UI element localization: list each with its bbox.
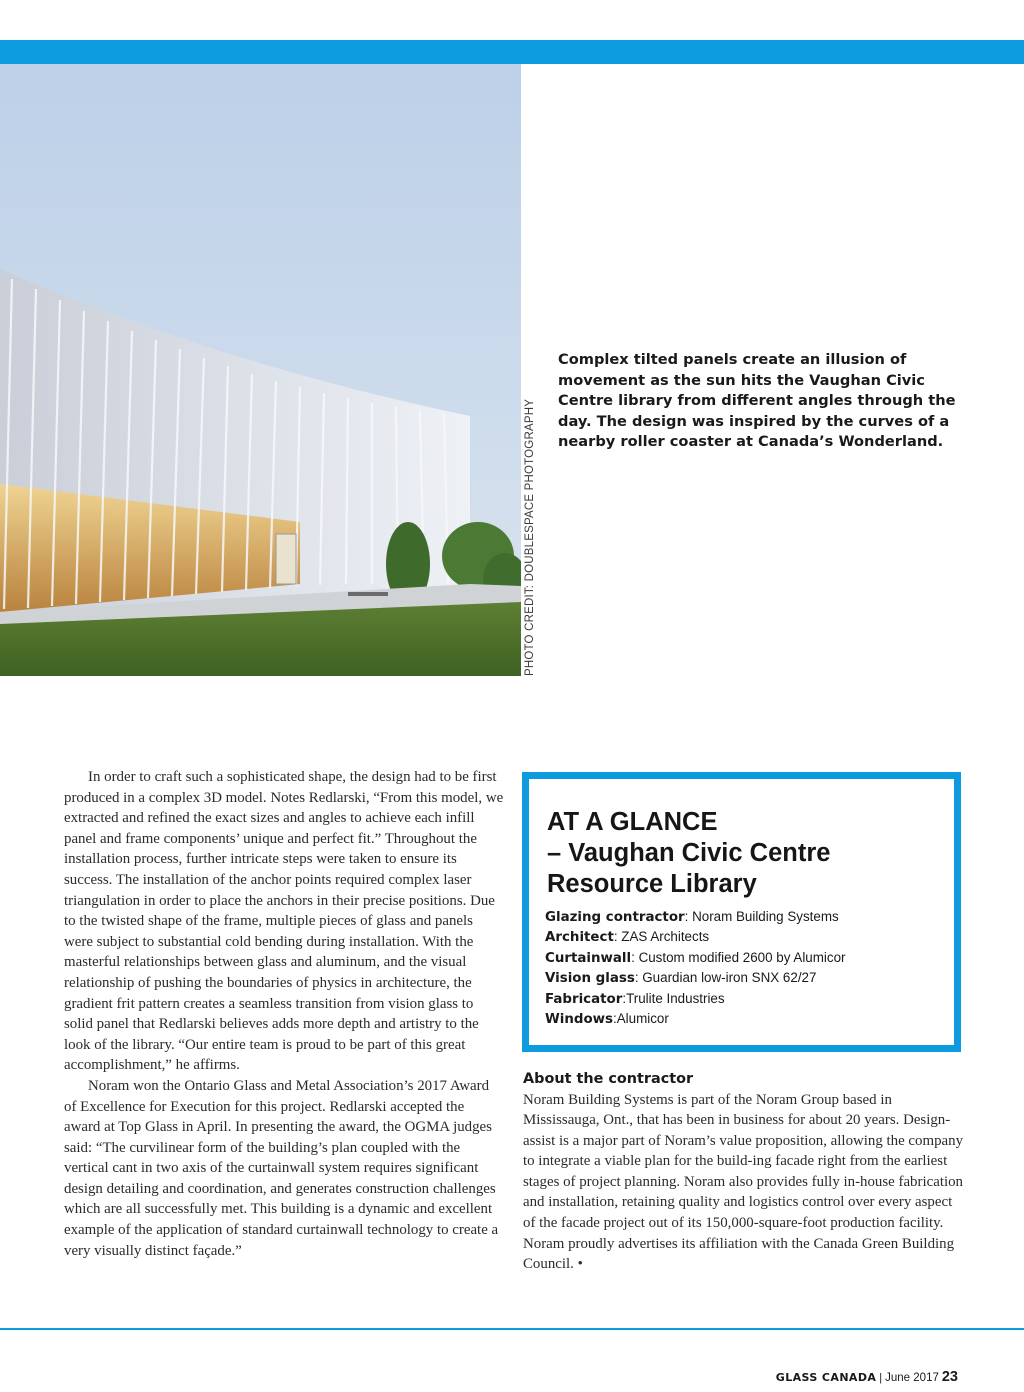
glance-fact (545, 948, 955, 968)
about-text: Noram Building Systems is part of the Noram Group based in Mississauga, Ont., that has been in business for about 20 years. Design-assist is a major part of Noram’s value proposition, allowing the company to integrate a viable plan for the build-ing facade right from the earliest stages of project planning. Noram also provides fully in-house fabrication and installation, retaining quality and logistics control over every aspect of the facade project out of its 150,000-square-foot production facility. Noram proudly advertises its affiliation with the Canada Green Building Council. • (523, 1091, 964, 1273)
glance-fact-value: : Guardian low-iron SNX 62/27 (634, 970, 817, 986)
article-body (64, 767, 504, 1261)
top-accent-bar (0, 40, 1024, 64)
glance-title-line: Resource Library (547, 870, 757, 898)
glance-fact (545, 1009, 955, 1029)
footer-separator: | (879, 1372, 883, 1384)
photo-credit: PHOTO CREDIT: DOUBLESPACE PHOTOGRAPHY (524, 398, 536, 676)
bottom-accent-rule (0, 1328, 1024, 1330)
about-heading: About the contractor (523, 1071, 694, 1087)
glance-title-line: AT A GLANCE (547, 808, 718, 836)
library-photo-graphic (0, 64, 521, 676)
glance-fact-label: Windows (545, 1012, 614, 1028)
glance-title (547, 807, 947, 900)
glance-fact-label: Glazing contractor (545, 910, 685, 925)
glance-fact-value: : Custom modified 2600 by Alumicor (631, 949, 846, 965)
page-footer (776, 1368, 958, 1386)
about-contractor-section (523, 1069, 963, 1275)
article-paragraph: In order to craft such a sophisticated shape, the design had to be first produced in a complex 3D model. Notes Redlarski, “From this model, we extracted and refined the exact sizes and angles to achieve each infill panel and frame components’ unique and perfect fit.” Throughout the installation process, further intricate steps were taken to ensure its success. The installation of the anchor points required complex laser triangulation in order to place the anchors in their precise positions. Due to the twisted shape of the frame, multiple pieces of glass and panels were subject to substantial cold bending during installation. With the masterful relationships between glass and aluminum, and the visual relationship of pushing the boundaries of physics in architecture, the gradient frit pattern creates a seamless transition from vision glass to solid panel that Redlarski believes adds more depth and artistry to the look of the library. “Our entire team is proud to be part of this great accomplishment,” he affirms. (64, 769, 504, 1074)
glance-fact-label: Curtainwall (545, 950, 632, 966)
glance-fact-label: Architect (545, 930, 614, 946)
glance-fact (545, 968, 955, 988)
glance-fact-label: Fabricator (545, 991, 623, 1007)
glance-fact-value: : ZAS Architects (613, 929, 710, 945)
glance-fact-value: : Noram Building Systems (684, 909, 839, 924)
issue-date: June 2017 (885, 1372, 939, 1384)
glance-fact-list (545, 907, 955, 1029)
glance-fact-value: :Trulite Industries (622, 990, 725, 1006)
glance-fact (545, 907, 955, 927)
library-photo (0, 64, 521, 676)
glance-fact-value: :Alumicor (613, 1011, 669, 1027)
glance-title-line: – Vaughan Civic Centre (547, 839, 831, 867)
glance-fact (545, 989, 955, 1009)
at-a-glance-box (522, 772, 961, 1052)
article-paragraph: Noram won the Ontario Glass and Metal Association’s 2017 Award of Excellence for Execution for this project. Redlarski accepted the award at Top Glass in April. In presenting the award, the OGMA judges said: “The curvilinear form of the building’s plan coupled with the vertical cant in two axis of the curtainwall system requires significant design detailing and coordination, and generates construction challenges which are all successfully met. This building is a dynamic and excellent example of the application of standard curtainwall technology to create a very visually distinct façade.” (64, 1077, 499, 1259)
glance-fact-label: Vision glass (545, 971, 635, 987)
page-number: 23 (941, 1369, 958, 1385)
photo-caption: Complex tilted panels create an illusion of movement as the sun hits the Vaughan Civic Centre library from different angles through the day. The design was inspired by the curves of a nearby roller coaster at Canada’s Wonderland. (558, 351, 956, 450)
magazine-name: GLASS CANADA (775, 1371, 877, 1384)
glance-fact (545, 927, 955, 947)
